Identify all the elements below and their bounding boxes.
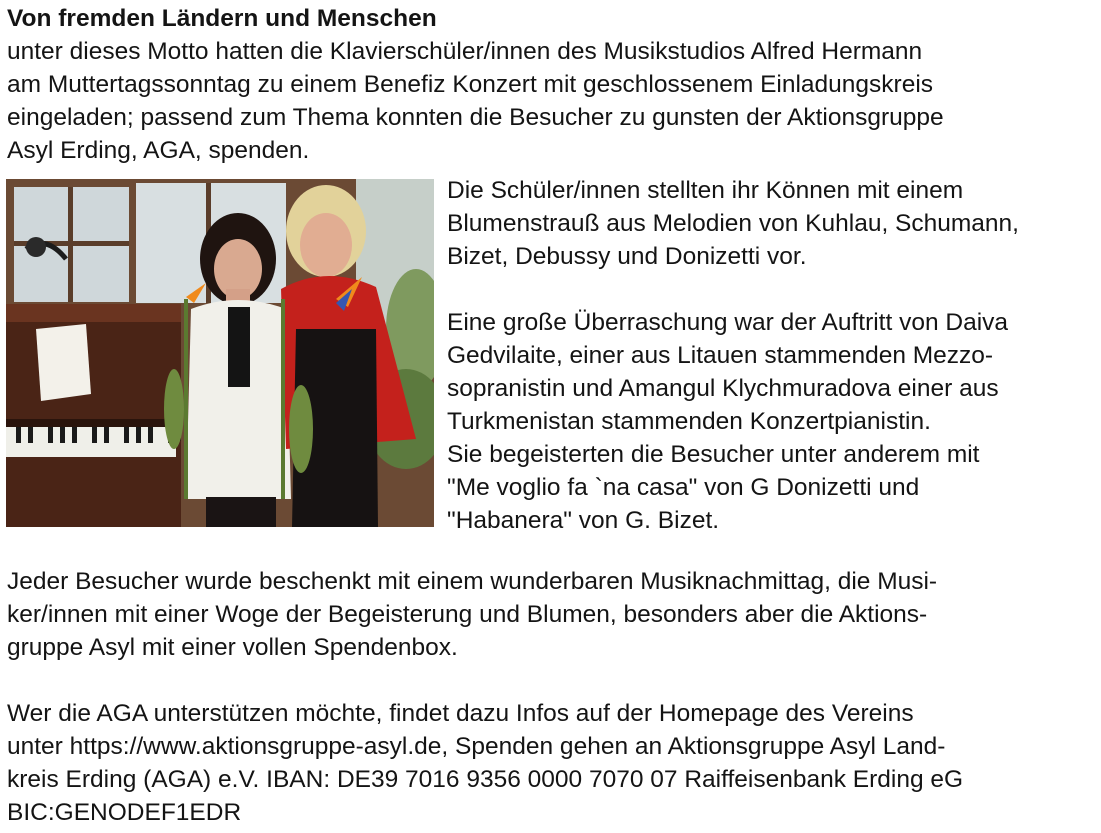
text-line: unter https://www.aktionsgruppe-asyl.de, Spenden gehen an Aktionsgruppe Asyl Land- (7, 733, 946, 760)
text-line: Die Schüler/innen stellten ihr Können mit einem (447, 177, 964, 204)
text-line: Turkmenistan stammenden Konzertpianistin. (447, 408, 931, 435)
text-line: Eine große Überraschung war der Auftritt von Daiva (447, 309, 1009, 336)
text-line: eingeladen; passend zum Thema konnten die Besucher zu gunsten der Aktionsgruppe (7, 104, 944, 131)
text-line: am Muttertagssonntag zu einem Benefiz Konzert mit geschlossenem Einladungskreis (7, 71, 934, 98)
text-line: kreis Erding (AGA) e.V. IBAN: DE39 7016 9356 0000 7070 07 Raiffeisenbank Erding eG (7, 766, 964, 793)
text-line: BIC:GENODEF1EDR (7, 799, 242, 826)
text-line: sopranistin und Amangul Klychmuradova einer aus (447, 375, 999, 402)
text-line: Jeder Besucher wurde beschenkt mit einem wunderbaren Musiknachmittag, die Musi- (7, 568, 938, 595)
text-line: Bizet, Debussy und Donizetti vor. (447, 243, 807, 270)
text-line: unter dieses Motto hatten die Klavierschüler/innen des Musikstudios Alfred Hermann (7, 38, 923, 65)
text-line: Gedvilaite, einer aus Litauen stammenden Mezzo- (447, 342, 994, 369)
text-line: ker/innen mit einer Woge der Begeisterung und Blumen, besonders aber die Aktions- (7, 601, 928, 628)
text-line: "Habanera" von G. Bizet. (447, 507, 720, 534)
text-line: "Me voglio fa `na casa" von G Donizetti und (447, 474, 920, 501)
text-line: Sie begeisterten die Besucher unter anderem mit (447, 441, 980, 468)
concert-photo (6, 179, 434, 527)
text-line: gruppe Asyl mit einer vollen Spendenbox. (7, 634, 458, 661)
text-line: Asyl Erding, AGA, spenden. (7, 137, 310, 164)
text-line: Wer die AGA unterstützen möchte, findet dazu Infos auf der Homepage des Vereins (7, 700, 914, 727)
article-title: Von fremden Ländern und Menschen (7, 5, 437, 32)
text-line: Blumenstrauß aus Melodien von Kuhlau, Schumann, (447, 210, 1019, 237)
